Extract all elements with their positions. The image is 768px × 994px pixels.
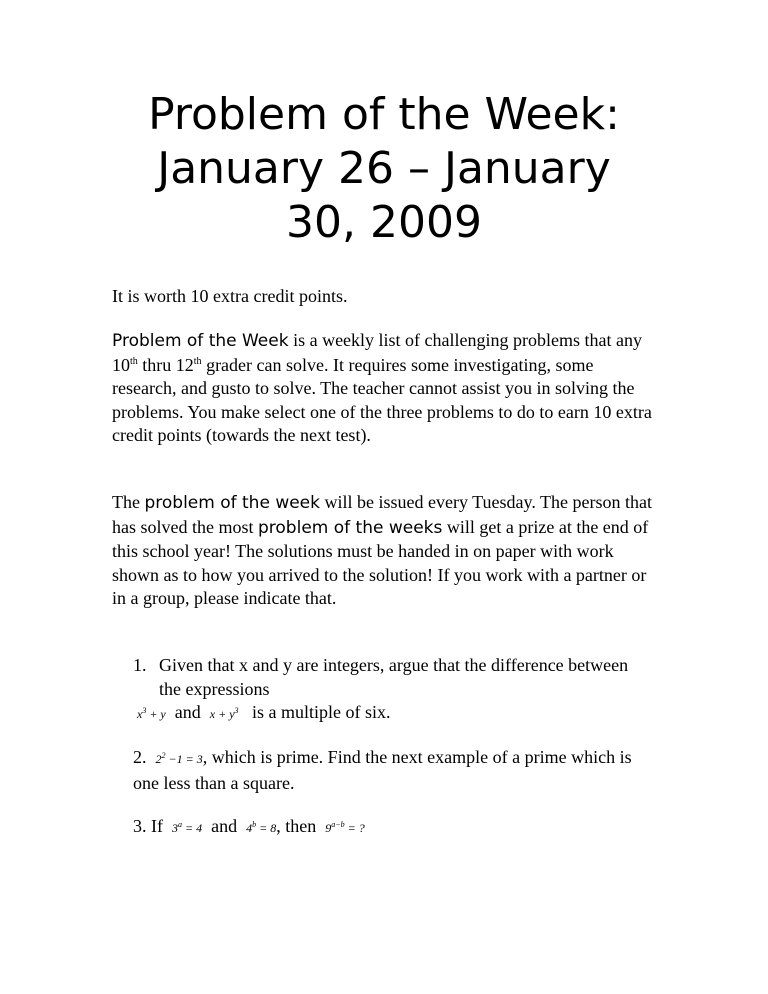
page-title: [60, 88, 708, 250]
problem-1-expressions: [137, 701, 391, 727]
problem-2-math: $2^2 -1 = 3$: [155, 751, 203, 766]
intro-text-3: grader can solve. It requires some investigating, some research, and gusto to solve. The teacher cannot assist you in solving the problems. You make select one of the three problems to do to earn 10 extra credit points (towards the next test).: [112, 354, 652, 445]
intro-lead: Problem of the Week: [112, 331, 289, 351]
problem-3-math-1: $3^a = 4$: [172, 820, 203, 835]
intro-sup-2: th: [193, 355, 202, 367]
credit-note: It is worth 10 extra credit points.: [112, 286, 348, 306]
schedule-paragraph: [112, 491, 657, 611]
title-line-3: 30, 2009: [286, 197, 482, 248]
schedule-sans-2: problem of the weeks: [258, 517, 443, 538]
problem-3-lead: 3. If: [133, 816, 163, 836]
problem-1-number: 1.: [133, 655, 147, 675]
schedule-text-3: will get a prize at the end of this school year! The solutions must be handed in on paper with work shown as to how you arrived to the solution! If you work with a partner or in a group, please indicate that.: [112, 516, 649, 608]
intro-text-1: is a weekly list of challenging problems that any 10: [112, 330, 642, 375]
problem-3: [133, 815, 658, 841]
title-line-2: January 26 – January: [157, 143, 611, 194]
problem-2: [133, 746, 658, 795]
problem-1-expr-2: $x + y^3$: [209, 706, 239, 721]
schedule-text-1: The: [112, 492, 145, 512]
problem-1-and: and: [174, 702, 201, 722]
problem-1-body: [159, 654, 653, 701]
problem-1-text: Given that x and y are integers, argue that the difference between the expressions: [159, 655, 629, 699]
problem-3-then: , then: [276, 816, 317, 836]
intro-sup-1: th: [130, 355, 138, 367]
problem-3-math-3: $9^{a-b}$ = ?: [325, 820, 365, 835]
problem-2-number: 2.: [133, 747, 147, 767]
problem-2-text: , which is prime. Find the next example of a prime which is one less than a square.: [133, 747, 632, 793]
intro-text-2: thru 12: [137, 354, 194, 375]
intro-paragraph: [112, 329, 657, 448]
problem-1-expr-1: $x^3 + y$: [137, 706, 166, 721]
schedule-text-2: will be issued every Tuesday. The person that has solved the most: [112, 492, 652, 537]
title-line-1: Problem of the Week:: [148, 89, 620, 140]
problem-3-and: and: [211, 816, 238, 836]
problem-1-tail: is a multiple of six.: [252, 702, 391, 722]
problem-3-math-2: $4^b = 8$: [246, 820, 277, 835]
schedule-sans-1: problem of the week: [144, 493, 320, 513]
